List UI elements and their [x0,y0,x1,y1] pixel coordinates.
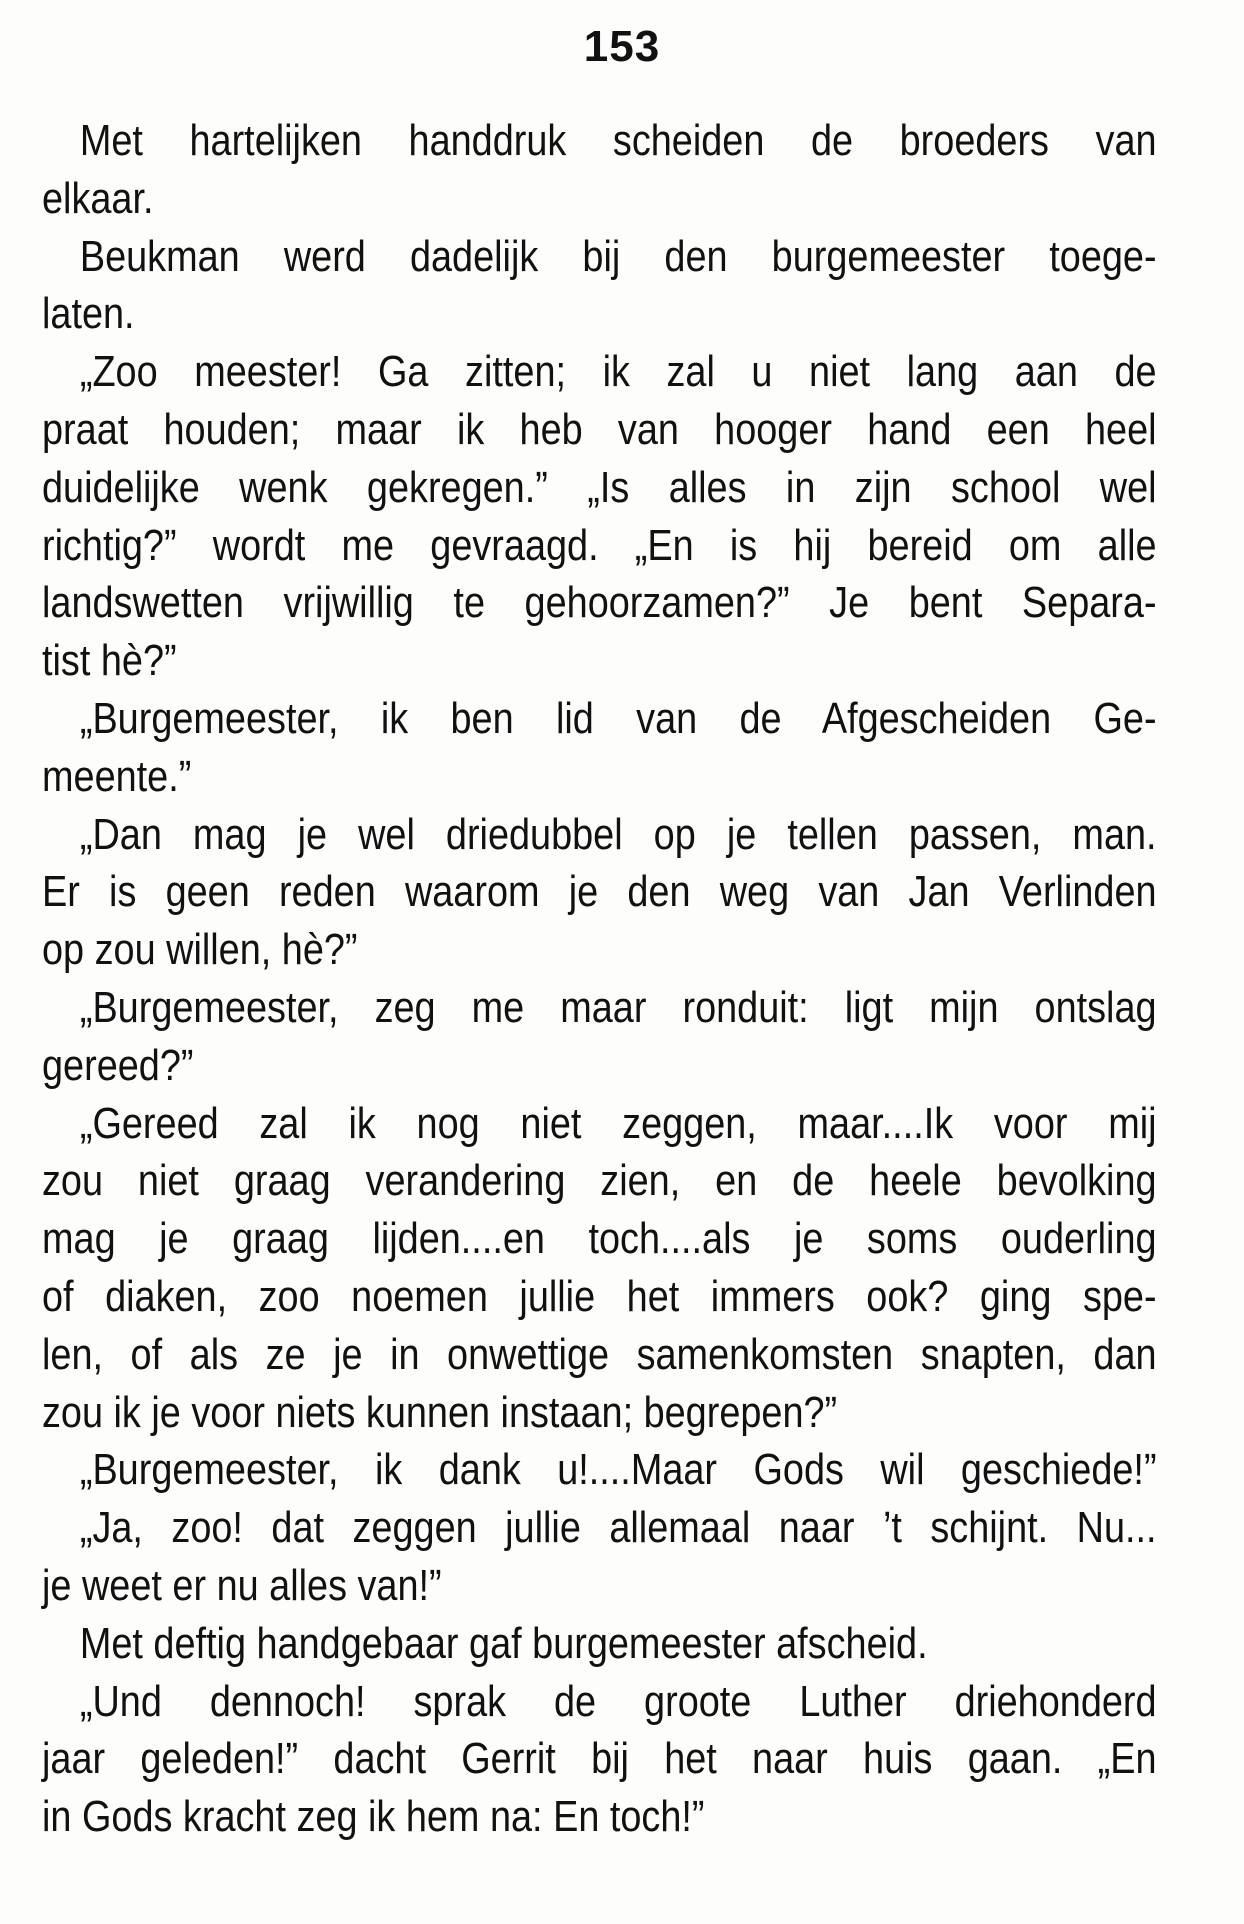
text-line: „Ja, zoo! dat zeggen jullie allemaal naar ’t schijnt. Nu... [79,1503,1157,1553]
text-line: gereed?” [42,1040,194,1090]
text-line: mag je graag lijden....en toch....als je soms ouderling [42,1214,1157,1264]
text-line: landswetten vrijwillig te gehoorzamen?” Je bent Separa- [42,578,1157,628]
text-line: meente.” [42,751,192,801]
page-number: 153 [583,22,661,71]
text-line: laten. [42,289,135,339]
text-line: zou niet graag verandering zien, en de heele bevolking [42,1156,1157,1206]
text-line: Beukman werd dadelijk bij den burgemeester toege- [79,231,1157,281]
text-line: of diaken, zoo noemen jullie het immers ook? ging spe- [42,1271,1157,1321]
text-line: in Gods kracht zeg ik hem na: En toch!” [42,1792,705,1842]
text-line: „Burgemeester, ik dank u!....Maar Gods wil geschiede!” [79,1445,1157,1495]
text-line: je weet er nu alles van!” [42,1560,442,1610]
text-line: „Burgemeester, ik ben lid van de Afgescheiden Ge- [79,693,1157,743]
text-line: zou ik je voor niets kunnen instaan; begrepen?” [42,1387,838,1437]
body-text [42,112,1157,1846]
text-line: „Dan mag je wel driedubbel op je tellen passen, man. [79,809,1157,859]
text-line: „Gereed zal ik nog niet zeggen, maar....Ik voor mij [79,1098,1157,1148]
text-line: „Und dennoch! sprak de groote Luther driehonderd [79,1676,1157,1726]
text-line: Met deftig handgebaar gaf burgemeester afscheid. [79,1618,928,1668]
text-line: op zou willen, hè?” [42,925,358,975]
text-line: tist hè?” [42,636,177,686]
text-line: „Zoo meester! Ga zitten; ik zal u niet lang aan de [79,347,1157,397]
text-line: jaar geleden!” dacht Gerrit bij het naar huis gaan. „En [42,1734,1157,1784]
text-line: Er is geen reden waarom je den weg van Jan Verlinden [42,867,1157,917]
text-line: duidelijke wenk gekregen.” „Is alles in zijn school wel [42,462,1157,512]
text-line: elkaar. [42,173,154,223]
text-line: „Burgemeester, zeg me maar ronduit: ligt mijn ontslag [79,982,1157,1032]
text-line: Met hartelijken handdruk scheiden de broeders van [79,116,1157,165]
text-line: len, of als ze je in onwettige samenkomsten snapten, dan [42,1329,1157,1379]
text-line: praat houden; maar ik heb van hooger hand een heel [42,404,1157,454]
text-line: richtig?” wordt me gevraagd. „En is hij bereid om alle [42,520,1157,570]
